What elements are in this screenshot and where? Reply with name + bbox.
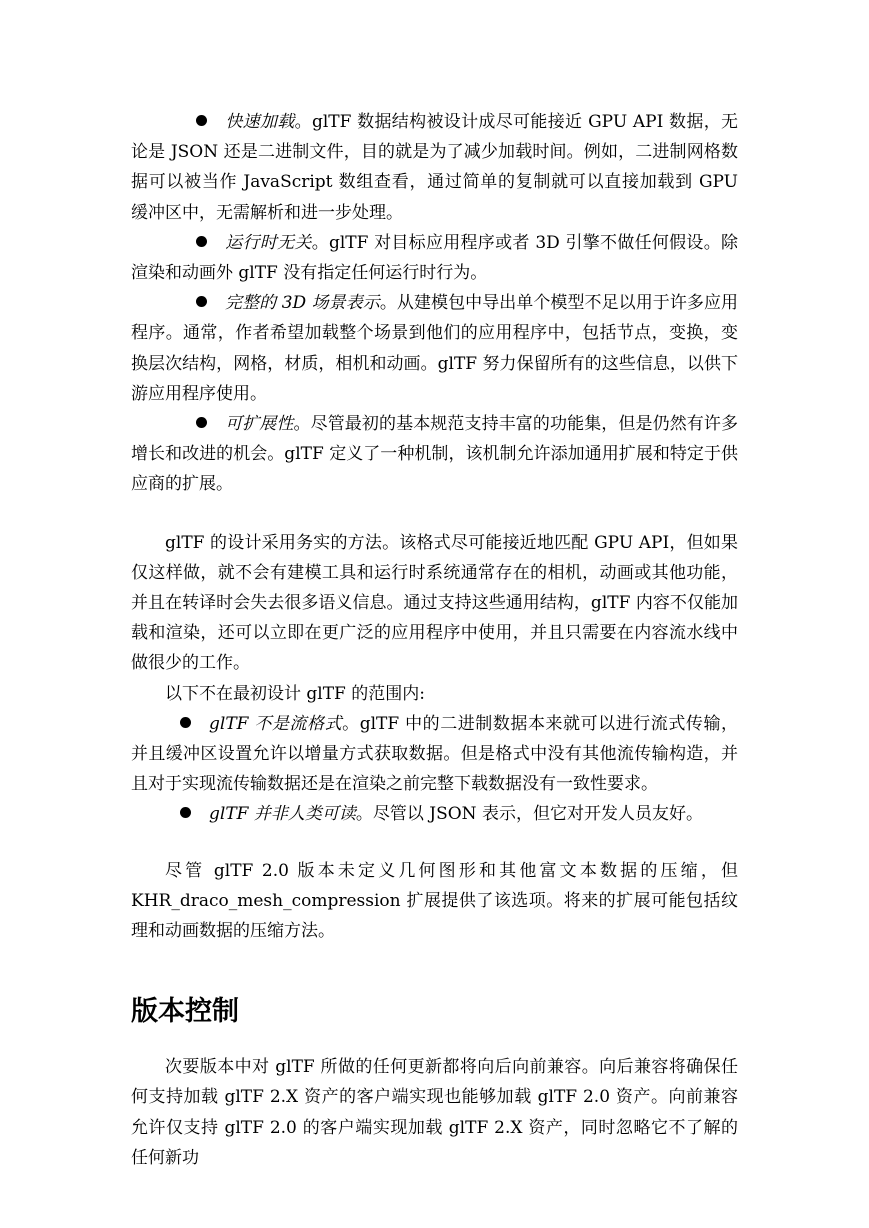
- scope-intro: 以下不在最初设计 glTF 的范围内:: [165, 683, 425, 704]
- paragraph-versioning: 次要版本中对 glTF 所做的任何更新都将向后向前兼容。向后兼容将确保任何支持加载 glTF 2.X 资产的客户端实现也能够加载 glTF 2.0 资产。向前兼容允许仅支持 glTF 2.0 的客户端实现加载 glTF 2.X 资产，同时忽略它不了解的任何新功: [131, 1057, 738, 1168]
- bullet-not-streaming: [131, 709, 738, 800]
- bullet-text: 。从建模包中导出单个模型不足以用于许多应用程序。通常，作者希望加载整个场景到他们的应用程序中，包括节点，变换，变换层次结构，网格，材质，相机和动画。glTF 努力保留所有的这些信息，以供下游应用程序使用。: [131, 293, 738, 404]
- bullet-text: 。尽管最初的基本规范支持丰富的功能集，但是仍然有许多增长和改进的机会。glTF 定义了一种机制，该机制允许添加通用扩展和特定于供应商的扩展。: [131, 414, 738, 495]
- bullet-term: 快速加载: [225, 112, 295, 132]
- paragraph-compression: 尽管 glTF 2.0 版本未定义几何图形和其他富文本数据的压缩，但 KHR_draco_mesh_compression 扩展提供了该选项。将来的扩展可能包括纹理和动画数据的压缩方法。: [131, 860, 738, 942]
- bullet-term: glTF 不是流格式: [209, 713, 343, 734]
- bullet-text: 。glTF 对目标应用程序或者 3D 引擎不做任何假设。除渲染和动画外 glTF 没有指定任何运行时行为。: [131, 232, 738, 284]
- section-heading-versioning: 版本控制: [131, 996, 239, 1028]
- bullet-complete-scene: [131, 288, 738, 409]
- bullet-dot-icon: [196, 115, 207, 126]
- bullet-term: 完整的 3D 场景表示: [225, 293, 380, 314]
- bullet-dot-icon: [180, 807, 191, 818]
- bullet-text: 。glTF 中的二进制数据本来就可以进行流式传输，并且缓冲区设置允许以增量方式获取数据。但是格式中没有其他流传输构造，并且对于实现流传输数据还是在渲染之前完整下载数据没有一致性要求。: [131, 713, 738, 795]
- bullet-text: 。glTF 数据结构被设计成尽可能接近 GPU API 数据，无论是 JSON 还是二进制文件，目的就是为了减少加载时间。例如，二进制网格数据可以被当作 JavaScript 数组查看，通过简单的复制就可以直接加载到 GPU 缓冲区中，无需解析和进一步处理。: [131, 112, 739, 223]
- bullet-dot-icon: [196, 236, 207, 247]
- paragraph-pragmatic: glTF 的设计采用务实的方法。该格式尽可能接近地匹配 GPU API，但如果仅这样做，就不会有建模工具和运行时系统通常存在的相机，动画或其他功能，并且在转译时会失去很多语义信息。通过支持这些通用结构，glTF 内容不仅能加载和渲染，还可以立即在更广泛的应用程序中使用，并且只需要在内容流水线中做很少的工作。: [131, 532, 738, 674]
- bullet-term: 运行时无关: [225, 232, 312, 253]
- bullet-text: 。尽管以 JSON 表示，但它对开发人员友好。: [355, 804, 703, 825]
- bullet-term: glTF 并非人类可读: [209, 804, 356, 825]
- bullet-dot-icon: [196, 417, 207, 428]
- bullet-not-human-readable: [131, 799, 738, 829]
- bullet-extensibility: [131, 409, 738, 500]
- bullet-dot-icon: [180, 717, 191, 728]
- bullet-runtime-independent: [131, 228, 738, 288]
- bullet-fast-loading: [131, 107, 738, 228]
- bullet-term: 可扩展性: [225, 414, 294, 435]
- bullet-dot-icon: [196, 296, 207, 307]
